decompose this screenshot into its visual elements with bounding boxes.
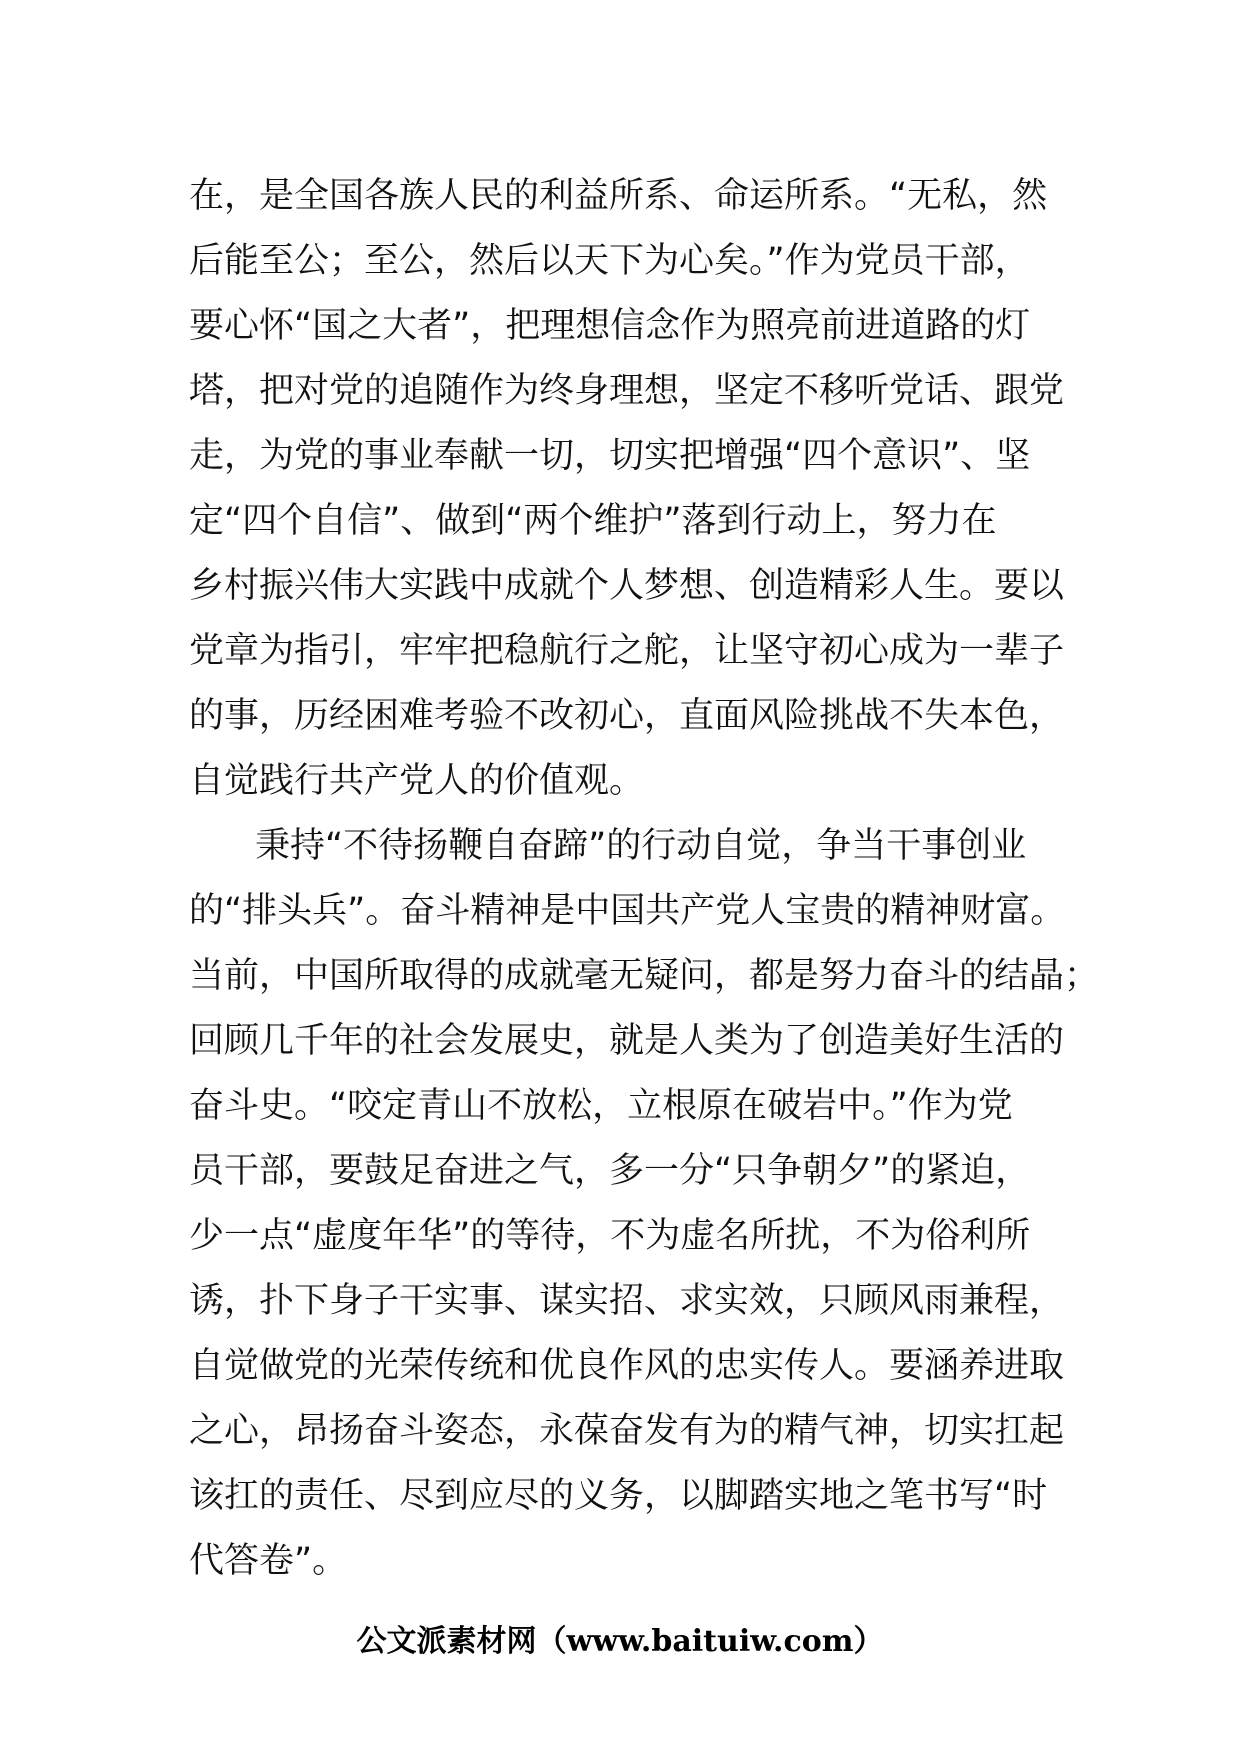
text-line: 自觉做党的光荣传统和优良作风的忠实传人。要涵养进取 (189, 1346, 1065, 1386)
text-line: 奋斗史。“咬定青山不放松，立根原在破岩中。”作为党 (189, 1086, 1013, 1126)
text-line: 乡村振兴伟大实践中成就个人梦想、创造精彩人生。要以 (189, 566, 1065, 606)
text-line: 在，是全国各族人民的利益所系、命运所系。“无私，然 (189, 176, 1048, 216)
text-line: 塔，把对党的追随作为终身理想，坚定不移听党话、跟党 (189, 371, 1065, 411)
text-line: 要心怀“国之大者”，把理想信念作为照亮前进道路的灯 (189, 306, 1031, 346)
text-line: 代答卷”。 (189, 1541, 348, 1581)
paragraph-1 (189, 164, 1069, 814)
document-body (189, 164, 1100, 1594)
text-line: 回顾几千年的社会发展史，就是人类为了创造美好生活的 (189, 1021, 1065, 1061)
text-line: 之心，昂扬奋斗姿态，永葆奋发有为的精气神，切实扛起 (189, 1411, 1065, 1451)
text-line: 走，为党的事业奉献一切，切实把增强“四个意识”、坚 (189, 436, 1031, 476)
text-line: 诱，扑下身子干实事、谋实招、求实效，只顾风雨兼程， (189, 1281, 1065, 1321)
text-line: 员干部，要鼓足奋进之气，多一分“只争朝夕”的紧迫， (189, 1151, 1031, 1191)
text-line: 后能至公；至公，然后以天下为心矣。”作为党员干部， (189, 241, 1030, 281)
paragraph-2 (189, 814, 1100, 1594)
text-line: 当前，中国所取得的成就毫无疑问，都是努力奋斗的结晶； (189, 956, 1100, 996)
text-line: 的事，历经困难考验不改初心，直面风险挑战不失本色， (189, 696, 1065, 736)
text-line: 该扛的责任、尽到应尽的义务，以脚踏实地之笔书写“时 (189, 1476, 1048, 1516)
text-line: 定“四个自信”、做到“两个维护”落到行动上，努力在 (189, 501, 997, 541)
page-footer-source: 公文派素材网（www.baituiw.com） (356, 1624, 884, 1659)
text-line: 的“排头兵”。奋斗精神是中国共产党人宝贵的精神财富。 (189, 891, 1066, 931)
text-line: 自觉践行共产党人的价值观。 (189, 761, 645, 801)
text-line: 党章为指引，牢牢把稳航行之舵，让坚守初心成为一辈子 (189, 631, 1065, 671)
text-line: 秉持“不待扬鞭自奋蹄”的行动自觉，争当干事创业 (255, 826, 1027, 866)
text-line: 少一点“虚度年华”的等待，不为虚名所扰，不为俗利所 (189, 1216, 1031, 1256)
